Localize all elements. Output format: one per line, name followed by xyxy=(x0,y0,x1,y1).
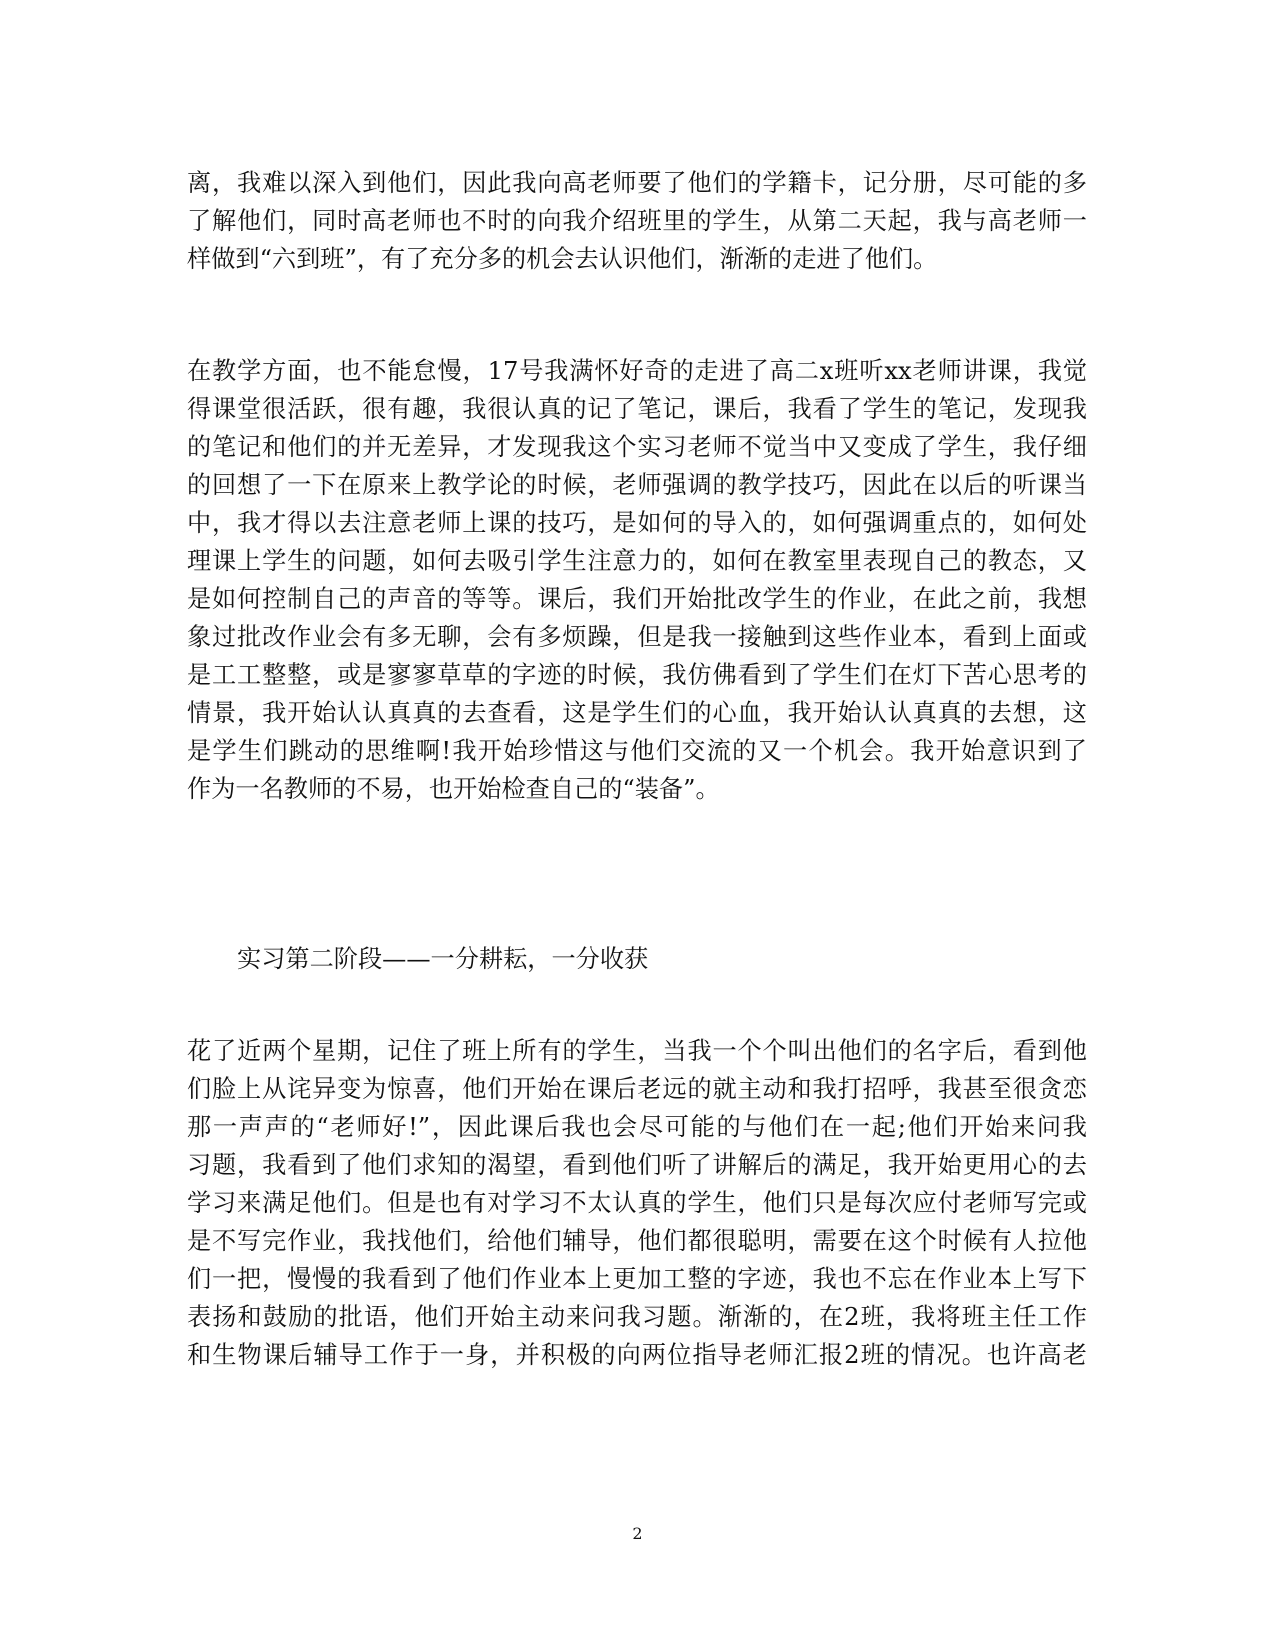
text-line: 情景，我开始认认真真的去查看，这是学生们的心血，我开始认认真真的去想，这 xyxy=(187,699,1087,727)
text-line: 们脸上从诧异变为惊喜，他们开始在课后老远的就主动和我打招呼，我甚至很贪恋 xyxy=(187,1075,1087,1103)
text-line: 和生物课后辅导工作于一身，并积极的向两位指导老师汇报2班的情况。也许高老 xyxy=(187,1341,1087,1369)
text-line: 理课上学生的问题，如何去吸引学生注意力的，如何在教室里表现自己的教态，又 xyxy=(187,547,1087,575)
text-line: 的回想了一下在原来上教学论的时候，老师强调的教学技巧，因此在以后的听课当 xyxy=(187,471,1087,499)
text-line: 象过批改作业会有多无聊，会有多烦躁，但是我一接触到这些作业本，看到上面或 xyxy=(187,623,1087,651)
paragraph-2 xyxy=(187,352,1087,808)
text-line: 学习来满足他们。但是也有对学习不太认真的学生，他们只是每次应付老师写完或 xyxy=(187,1189,1087,1217)
text-line: 离，我难以深入到他们，因此我向高老师要了他们的学籍卡，记分册，尽可能的多 xyxy=(187,169,1087,197)
text-line: 花了近两个星期，记住了班上所有的学生，当我一个个叫出他们的名字后，看到他 xyxy=(187,1037,1087,1065)
text-line: 是工工整整，或是寥寥草草的字迹的时候，我仿佛看到了学生们在灯下苦心思考的 xyxy=(187,661,1087,689)
page-number: 2 xyxy=(632,1524,643,1543)
text-line: 是学生们跳动的思维啊!我开始珍惜这与他们交流的又一个机会。我开始意识到了 xyxy=(187,737,1087,765)
text-line: 在教学方面，也不能怠慢，17号我满怀好奇的走进了高二x班听xx老师讲课，我觉 xyxy=(187,357,1087,385)
text-line: 是不写完作业，我找他们，给他们辅导，他们都很聪明，需要在这个时候有人拉他 xyxy=(187,1227,1087,1255)
text-line: 中，我才得以去注意老师上课的技巧，是如何的导入的，如何强调重点的，如何处 xyxy=(187,509,1087,537)
text-line: 们一把，慢慢的我看到了他们作业本上更加工整的字迹，我也不忘在作业本上写下 xyxy=(187,1265,1087,1293)
text-line: 那一声声的“老师好!”，因此课后我也会尽可能的与他们在一起;他们开始来问我 xyxy=(187,1113,1087,1141)
text-line: 的笔记和他们的并无差异，才发现我这个实习老师不觉当中又变成了学生，我仔细 xyxy=(187,433,1087,461)
text-line: 作为一名教师的不易，也开始检查自己的“装备”。 xyxy=(187,775,720,803)
paragraph-1 xyxy=(187,164,1087,278)
text-line: 习题，我看到了他们求知的渴望，看到他们听了讲解后的满足，我开始更用心的去 xyxy=(187,1151,1087,1179)
paragraph-3 xyxy=(187,1032,1087,1374)
section-heading: 实习第二阶段——一分耕耘，一分收获 xyxy=(237,945,649,973)
text-line: 是如何控制自己的声音的等等。课后，我们开始批改学生的作业，在此之前，我想 xyxy=(187,585,1087,613)
text-line: 得课堂很活跃，很有趣，我很认真的记了笔记，课后，我看了学生的笔记，发现我 xyxy=(187,395,1087,423)
text-line: 样做到“六到班”，有了充分多的机会去认识他们，渐渐的走进了他们。 xyxy=(187,245,938,273)
text-line: 了解他们，同时高老师也不时的向我介绍班里的学生，从第二天起，我与高老师一 xyxy=(187,207,1087,235)
text-line: 表扬和鼓励的批语，他们开始主动来问我习题。渐渐的，在2班，我将班主任工作 xyxy=(187,1303,1087,1331)
